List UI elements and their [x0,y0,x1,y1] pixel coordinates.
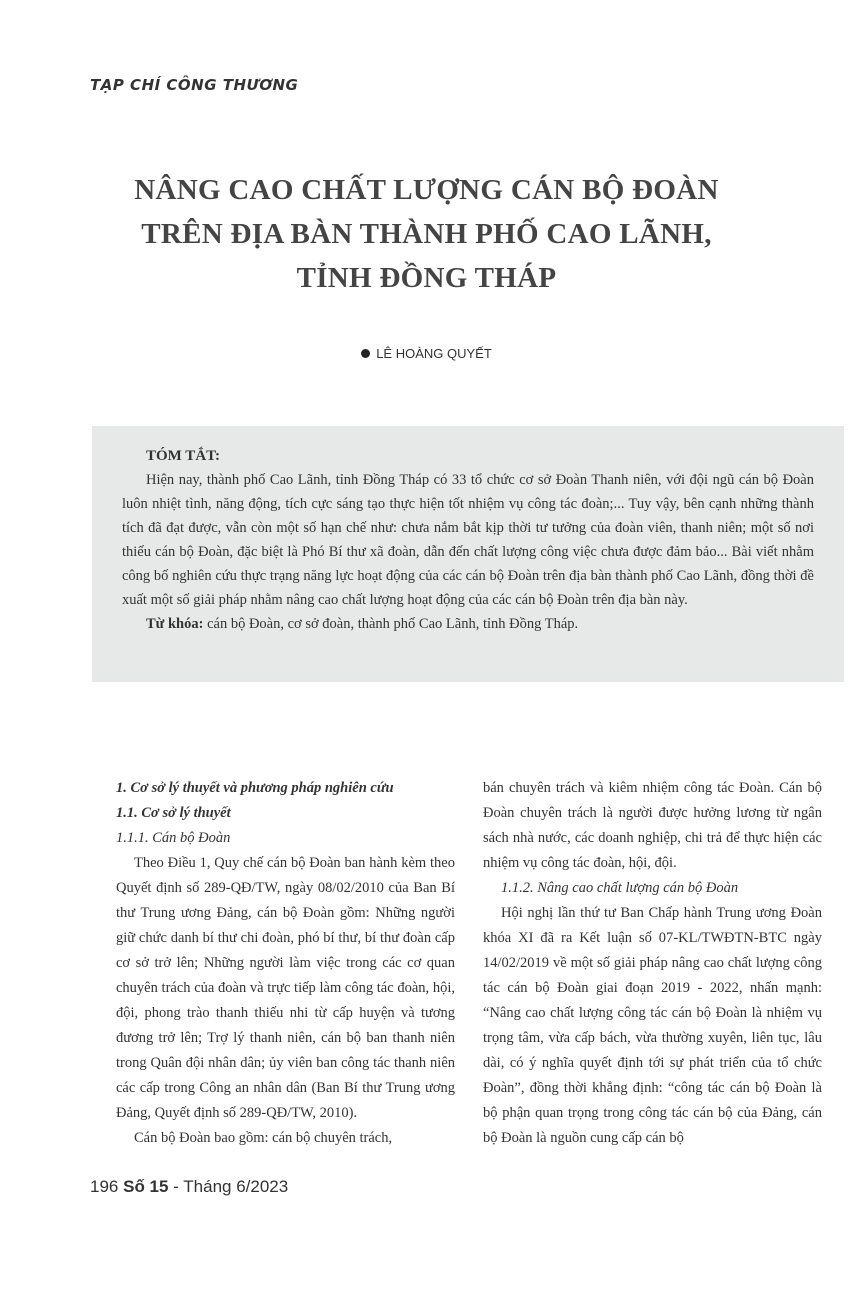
subsection-heading: 1.1. Cơ sở lý thuyết [116,805,231,821]
abstract-box [92,426,844,682]
right-column [483,776,822,1151]
page-number: 196 [90,1177,119,1196]
issue-month: - Tháng 6/2023 [168,1177,289,1196]
paragraph: Theo Điều 1, Quy chế cán bộ Đoàn ban hành kèm theo Quyết định số 289-QĐ/TW, ngày 08/02/2010 của Ban Bí thư Trung ương Đảng, cán bộ Đoàn gồm: Những người giữ chức danh bí thư chi đoàn, phó bí thư, bí thư đoàn cấp cơ sở trở lên; Những người làm việc trong các cơ quan chuyên trách của đoàn và trực tiếp làm công tác đoàn, hội, đội, phong trào thanh thiếu nhi từ cấp huyện và tương đương trở lên; Trợ lý thanh niên, cán bộ ban thanh niên trong Quân đội nhân dân; ủy viên ban công tác thanh niên các cấp trong Công an nhân dân (Ban Bí thư Trung ương Đảng, Quyết định số 289-QĐ/TW, 2010). [116,855,455,1121]
paragraph: Cán bộ Đoàn bao gồm: cán bộ chuyên trách, [134,1130,393,1146]
abstract-heading: TÓM TẮT: [146,448,221,464]
article-title [60,168,793,300]
keywords-text: cán bộ Đoàn, cơ sở đoàn, thành phố Cao Lãnh, tỉnh Đồng Tháp. [203,616,579,632]
issue-number: Số 15 [123,1177,169,1196]
subsubsection-heading: 1.1.2. Nâng cao chất lượng cán bộ Đoàn [501,880,739,896]
title-line-3: TỈNH ĐỒNG THÁP [296,262,557,294]
author-name: LÊ HOÀNG QUYẾT [376,346,492,361]
page-footer [90,1177,288,1197]
paragraph: bán chuyên trách và kiêm nhiệm công tác Đoàn. Cán bộ Đoàn chuyên trách là người được hưởng lương từ ngân sách nhà nước, các doanh nghiệp, chi trả để thực hiện các nhiệm vụ công tác đoàn, hội, đội. [483,780,822,871]
title-line-1: NÂNG CAO CHẤT LƯỢNG CÁN BỘ ĐOÀN [134,174,719,206]
keywords-label: Từ khóa: [146,616,204,632]
subsubsection-heading: 1.1.1. Cán bộ Đoàn [116,830,231,846]
title-line-2: TRÊN ĐỊA BÀN THÀNH PHỐ CAO LÃNH, [141,218,712,250]
paragraph: Hội nghị lần thứ tư Ban Chấp hành Trung ương Đoàn khóa XI đã ra Kết luận số 07-KL/TWĐTN-BTC ngày 14/02/2019 về một số giải pháp nâng cao chất lượng công tác cán bộ Đoàn giai đoạn 2019 - 2022, nhấn mạnh: “Nâng cao chất lượng công tác cán bộ Đoàn là nhiệm vụ trọng tâm, vừa cấp bách, vừa thường xuyên, liên tục, lâu dài, có ý nghĩa quyết định tới sự phát triển của tổ chức Đoàn”, đồng thời khẳng định: “công tác cán bộ Đoàn là bộ phận quan trọng trong công tác cán bộ của Đảng, cán bộ Đoàn là nguồn cung cấp cán bộ [483,905,822,1146]
abstract-body: Hiện nay, thành phố Cao Lãnh, tỉnh Đồng Tháp có 33 tổ chức cơ sở Đoàn Thanh niên, với đội ngũ cán bộ Đoàn luôn nhiệt tình, năng động, tích cực sáng tạo thực hiện tốt nhiệm vụ công tác đoàn;... Tuy vậy, bên cạnh những thành tích đã đạt được, vẫn còn một số hạn chế như: chưa nắm bắt kịp thời tư tưởng của đoàn viên, thanh niên; một số nơi thiếu cán bộ Đoàn, đặc biệt là Phó Bí thư xã đoàn, dẫn đến chất lượng công việc chưa được đảm bảo... Bài viết nhằm công bố nghiên cứu thực trạng năng lực hoạt động của các cán bộ Đoàn trên địa bàn thành phố Cao Lãnh, đồng thời đề xuất một số giải pháp nhằm nâng cao chất lượng hoạt động của các cán bộ Đoàn trên địa bàn này. [122,472,814,608]
left-column [116,776,455,1151]
keywords [122,612,814,636]
section-heading: 1. Cơ sở lý thuyết và phương pháp nghiên cứu [116,780,394,796]
author-line [60,346,793,361]
bullet-icon [361,349,370,358]
journal-name: TẠP CHÍ CÔNG THƯƠNG [90,76,299,94]
